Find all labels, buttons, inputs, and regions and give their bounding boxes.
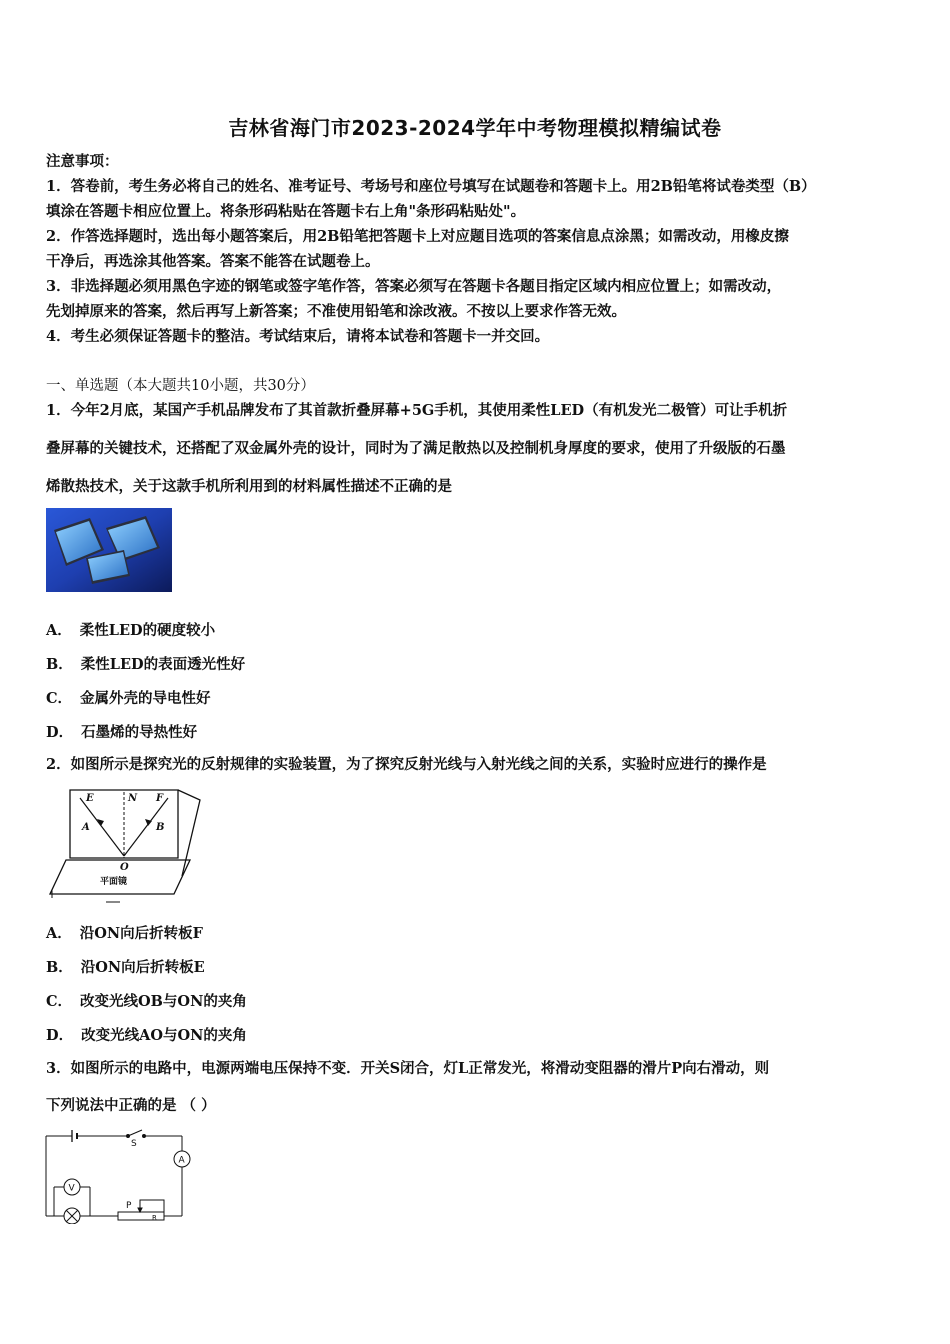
label-p: P bbox=[126, 1201, 132, 1211]
notice-line: 4．考生必须保证答题卡的整洁。考试结束后，请将本试卷和答题卡一并交回。 bbox=[46, 328, 550, 345]
section-heading: 一、单选题（本大题共10小题，共30分） bbox=[46, 378, 315, 394]
label-s: S bbox=[131, 1139, 137, 1149]
notice-line: 3．非选择题必须用黑色字迹的钢笔或签字笔作答，答案必须写在答题卡各题目指定区域内相应位置上；如需改动， bbox=[46, 278, 782, 295]
question-2-option-b: B． 沿ON向后折转板E bbox=[46, 959, 205, 976]
question-1-option-d: D． 石墨烯的导热性好 bbox=[46, 724, 198, 741]
question-1-option-b: B． 柔性LED的表面透光性好 bbox=[46, 656, 246, 673]
question-2-option-c: C． 改变光线OB与ON的夹角 bbox=[46, 993, 247, 1010]
question-3-line: 3．如图所示的电路中，电源两端电压保持不变．开关S闭合，灯L正常发光，将滑动变阻器的滑片P向右滑动，则 bbox=[46, 1060, 770, 1077]
label-o: O bbox=[120, 862, 129, 873]
notice-line: 先划掉原来的答案，然后再写上新答案；不准使用铅笔和涂改液。不按以上要求作答无效。 bbox=[46, 303, 626, 320]
label-b: B bbox=[156, 822, 165, 833]
notice-heading: 注意事项： bbox=[46, 153, 119, 170]
question-1-line: 叠屏幕的关键技术，还搭配了双金属外壳的设计，同时为了满足散热以及控制机身厚度的要求，使用了升级版的石墨 bbox=[46, 440, 786, 457]
circuit-diagram-figure bbox=[42, 1124, 194, 1224]
notice-line: 干净后，再选涂其他答案。答案不能答在试题卷上。 bbox=[46, 253, 380, 270]
label-voltmeter: V bbox=[68, 1183, 75, 1194]
question-1-line: 1．今年2月底，某国产手机品牌发布了其首款折叠屏幕+5G手机，其使用柔性LED（有机发光二极管）可让手机折 bbox=[46, 402, 788, 419]
notice-line: 填涂在答题卡相应位置上。将条形码粘贴在答题卡右上角"条形码粘贴处"。 bbox=[46, 203, 526, 220]
notice-line: 1．答卷前，考生务必将自己的姓名、准考证号、考场号和座位号填写在试题卷和答题卡上。用2B铅笔将试卷类型（B） bbox=[46, 178, 816, 195]
question-2-option-a: A． 沿ON向后折转板F bbox=[46, 925, 203, 942]
label-ammeter: A bbox=[178, 1155, 185, 1166]
label-r: R bbox=[152, 1214, 157, 1222]
reflection-apparatus-figure bbox=[44, 786, 204, 906]
notice-line: 2．作答选择题时，选出每小题答案后，用2B铅笔把答题卡上对应题目选项的答案信息点涂黑；如需改动，用橡皮擦 bbox=[46, 228, 789, 245]
page-title: 吉林省海门市2023-2024学年中考物理模拟精编试卷 bbox=[228, 116, 722, 140]
folding-phone-image bbox=[46, 508, 172, 592]
question-1-option-c: C． 金属外壳的导电性好 bbox=[46, 690, 211, 707]
label-n: N bbox=[128, 793, 138, 804]
label-f: F bbox=[156, 793, 164, 804]
question-3-line: 下列说法中正确的是 （ ） bbox=[46, 1097, 216, 1114]
question-1-option-a: A． 柔性LED的硬度较小 bbox=[46, 622, 216, 639]
question-2-line: 2．如图所示是探究光的反射规律的实验装置，为了探究反射光线与入射光线之间的关系，实验时应进行的操作是 bbox=[46, 756, 767, 773]
label-a: A bbox=[82, 822, 90, 833]
label-mirror: 平面镜 bbox=[100, 877, 128, 887]
label-e: E bbox=[86, 793, 94, 804]
question-1-line: 烯散热技术，关于这款手机所利用到的材料属性描述不正确的是 bbox=[46, 478, 452, 495]
question-2-option-d: D． 改变光线AO与ON的夹角 bbox=[46, 1027, 247, 1044]
